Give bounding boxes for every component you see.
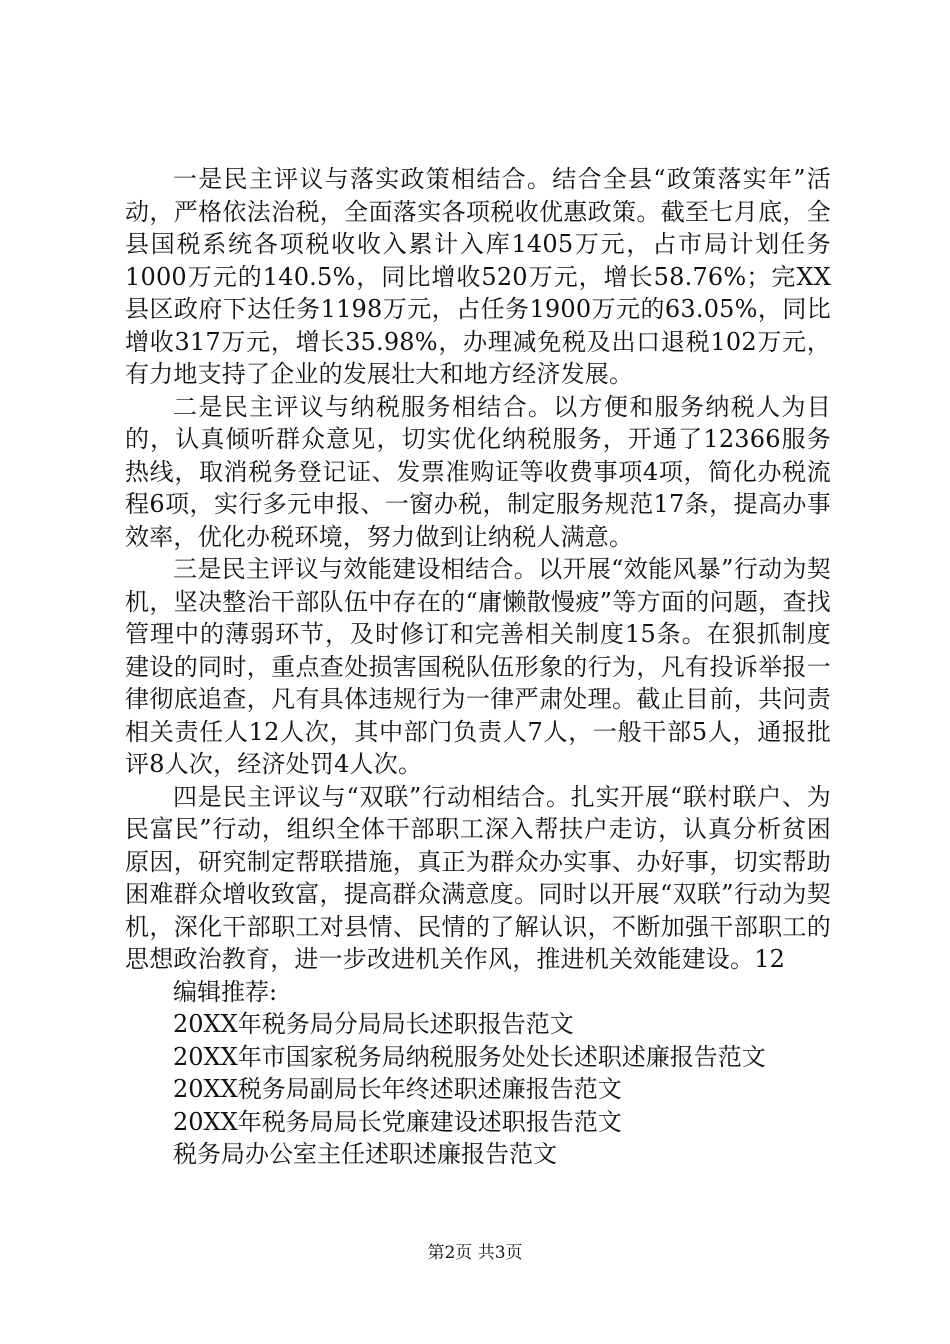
recommend-list <box>125 1008 831 1171</box>
paragraph-efficiency: 三是民主评议与效能建设相结合。以开展“效能风暴”行动为契机，坚决整治干部队伍中存在的“庸懒散慢疲”等方面的问题，查找管理中的薄弱环节，及时修订和完善相关制度15条。在狠抓制度建设的同时，重点查处损害国税队伍形象的行为，凡有投诉举报一律彻底追查，凡有具体违规行为一律严肃处理。截止目前，共问责相关责任人12人次，其中部门负责人7人，一般干部5人，通报批评8人次，经济处罚4人次。 <box>125 555 831 778</box>
recommend-link[interactable]: 税务局办公室主任述职述廉报告范文 <box>173 1140 557 1168</box>
paragraph-shuanglian: 四是民主评议与“双联”行动相结合。扎实开展“联村联户、为民富民”行动，组织全体干部职工深入帮扶户走访，认真分析贫困原因，研究制定帮联措施，真正为群众办实事、办好事，切实帮助困难群众增收致富，提高群众满意度。同时以开展“双联”行动为契机，深化干部职工对县情、民情的了解认识，不断加强干部职工的思想政治教育，进一步改进机关作风，推进机关效能建设。12 <box>125 782 831 973</box>
paragraph-tax-service: 二是民主评议与纳税服务相结合。以方便和服务纳税人为目的，认真倾听群众意见，切实优化纳税服务，开通了12366服务热线，取消税务登记证、发票准购证等收费事项4项，简化办税流程6项，实行多元申报、一窗办税，制定服务规范17条，提高办事效率，优化办税环境，努力做到让纳税人满意。 <box>125 392 831 551</box>
recommend-label: 编辑推荐: <box>173 977 278 1006</box>
page-footer: 第2页 共3页 <box>427 1243 523 1263</box>
paragraph-policy: 一是民主评议与落实政策相结合。结合全县“政策落实年”活动，严格依法治税，全面落实各项税收优惠政策。截至七月底，全县国税系统各项税收收入累计入库1405万元，占市局计划任务1000万元的140.5%，同比增收520万元，增长58.76%；完XX县区政府下达任务1198万元，占任务1900万元的63.05%，同比增收317万元，增长35.98%，办理减免税及出口退税102万元，有力地支持了企业的发展壮大和地方经济发展。 <box>125 165 831 388</box>
recommend-link[interactable]: 20XX年市国家税务局纳税服务处处长述职述廉报告范文 <box>173 1042 766 1071</box>
recommend-link[interactable]: 20XX年税务局局长党廉建设述职报告范文 <box>173 1107 622 1136</box>
recommend-link[interactable]: 20XX年税务局分局局长述职报告范文 <box>173 1010 574 1038</box>
document-body <box>125 163 831 1171</box>
recommend-link[interactable]: 20XX税务局副局长年终述职述廉报告范文 <box>173 1075 622 1103</box>
